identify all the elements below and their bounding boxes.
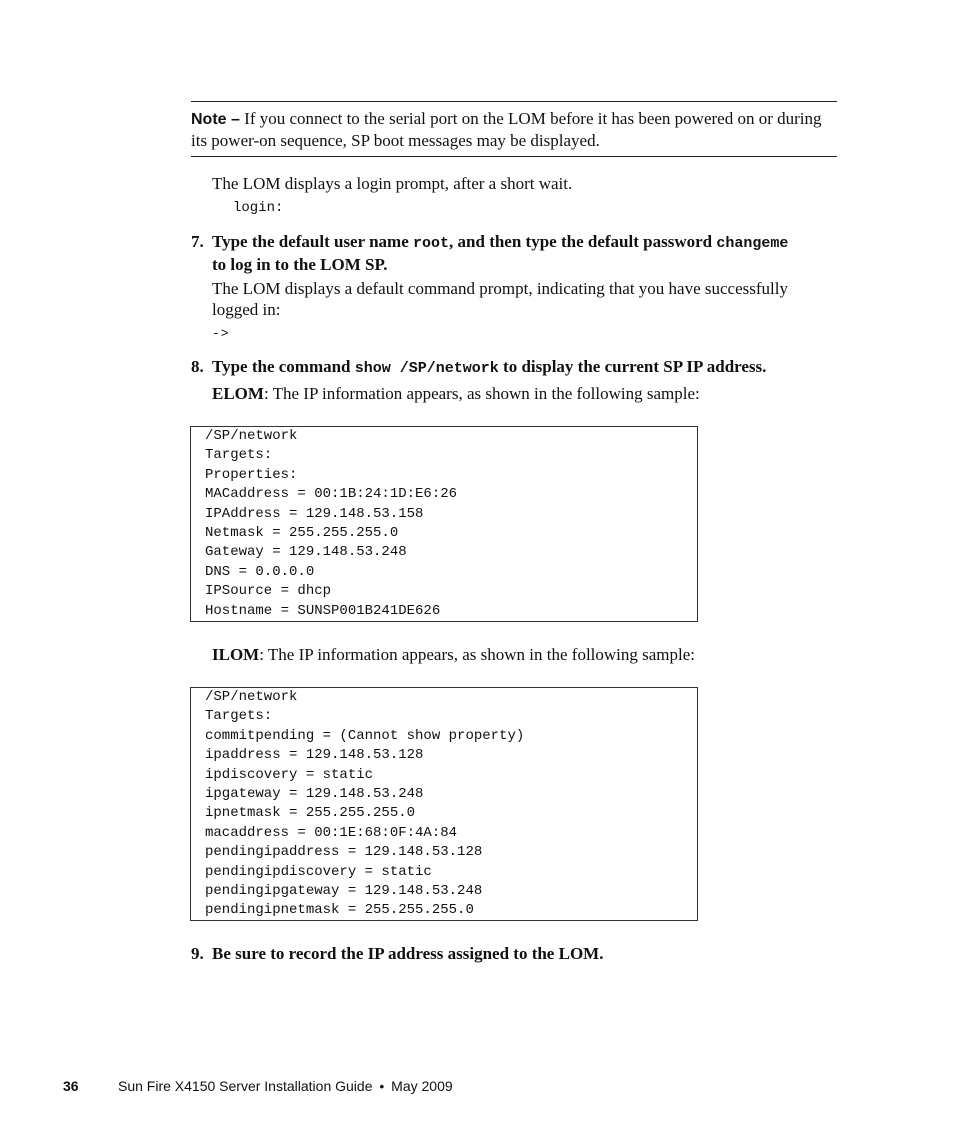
note xyxy=(191,108,837,151)
code-line: pendingipnetmask = 255.255.255.0 xyxy=(205,902,474,919)
code-line: Gateway = 129.148.53.248 xyxy=(205,544,407,561)
step-9 xyxy=(191,943,791,964)
ilom-intro-text: : The IP information appears, as shown in the following sample: xyxy=(259,645,696,664)
note-top-rule xyxy=(191,101,837,102)
elom-label: ELOM xyxy=(212,384,264,403)
ilom-label: ILOM xyxy=(212,645,260,664)
code-line: MACaddress = 00:1B:24:1D:E6:26 xyxy=(205,486,458,503)
step-8-text-2: to display the current SP IP address. xyxy=(498,357,767,376)
step-8-number: 8. xyxy=(191,357,204,376)
footer-bullet: • xyxy=(379,1078,385,1094)
code-line: pendingipaddress = 129.148.53.128 xyxy=(205,844,483,861)
code-line: pendingipdiscovery = static xyxy=(205,863,432,880)
code-line: ipgateway = 129.148.53.248 xyxy=(205,786,424,803)
note-label: Note – xyxy=(191,111,240,128)
code-line: Hostname = SUNSP001B241DE626 xyxy=(205,602,441,619)
code-line: ipnetmask = 255.255.255.0 xyxy=(205,805,416,822)
code-line: Targets: xyxy=(205,447,273,464)
code-line: pendingipgateway = 129.148.53.248 xyxy=(205,883,483,900)
code-line: macaddress = 00:1E:68:0F:4A:84 xyxy=(205,824,458,841)
para-default-prompt: The LOM displays a default command prompt, indicating that you have successfully logged in: xyxy=(212,279,788,319)
footer-date: May 2009 xyxy=(391,1078,453,1094)
step-7-code-root: root xyxy=(413,235,450,252)
step-8-text-1: Type the command xyxy=(212,357,355,376)
code-login: login: xyxy=(233,200,284,216)
para-login-wait: The LOM displays a login prompt, after a short wait. xyxy=(212,174,573,193)
step-7-text-2: , and then type the default password xyxy=(449,232,717,251)
elom-intro xyxy=(212,383,832,404)
step-9-text: Be sure to record the IP address assigned to the LOM. xyxy=(212,944,604,963)
ilom-code-box xyxy=(190,687,698,921)
code-line: ipaddress = 129.148.53.128 xyxy=(205,747,424,764)
code-line: Properties: xyxy=(205,466,298,483)
code-line: IPAddress = 129.148.53.158 xyxy=(205,505,424,522)
code-line: /SP/network xyxy=(205,689,298,705)
page-number: 36 xyxy=(63,1078,79,1094)
step-8 xyxy=(191,356,891,379)
code-line: commitpending = (Cannot show property) xyxy=(205,727,525,744)
step-7-number: 7. xyxy=(191,232,204,251)
footer-title: Sun Fire X4150 Server Installation Guide xyxy=(118,1078,373,1094)
code-line: Targets: xyxy=(205,708,273,725)
step-8-code-command: show /SP/network xyxy=(354,360,499,377)
step-7-code-changeme: changeme xyxy=(716,235,789,252)
code-line: Netmask = 255.255.255.0 xyxy=(205,525,399,542)
note-bottom-rule xyxy=(191,156,837,157)
note-text: If you connect to the serial port on the LOM before it has been powered on or during its power-on sequence, SP boot messages may be displayed. xyxy=(191,109,822,150)
elom-code-box xyxy=(190,426,698,622)
code-line: DNS = 0.0.0.0 xyxy=(205,563,315,580)
step-7-text-3: to log in to the LOM SP. xyxy=(212,255,388,274)
code-line: /SP/network xyxy=(205,428,298,444)
step-7 xyxy=(191,231,791,275)
code-prompt: -> xyxy=(212,326,230,341)
step-7-text-1: Type the default user name xyxy=(212,232,414,251)
footer-title-group xyxy=(118,1078,453,1094)
code-line: ipdiscovery = static xyxy=(205,766,374,783)
step-9-number: 9. xyxy=(191,944,204,963)
code-line: IPSource = dhcp xyxy=(205,583,332,600)
ilom-intro xyxy=(212,644,832,665)
elom-intro-text: : The IP information appears, as shown in the following sample: xyxy=(263,384,700,403)
